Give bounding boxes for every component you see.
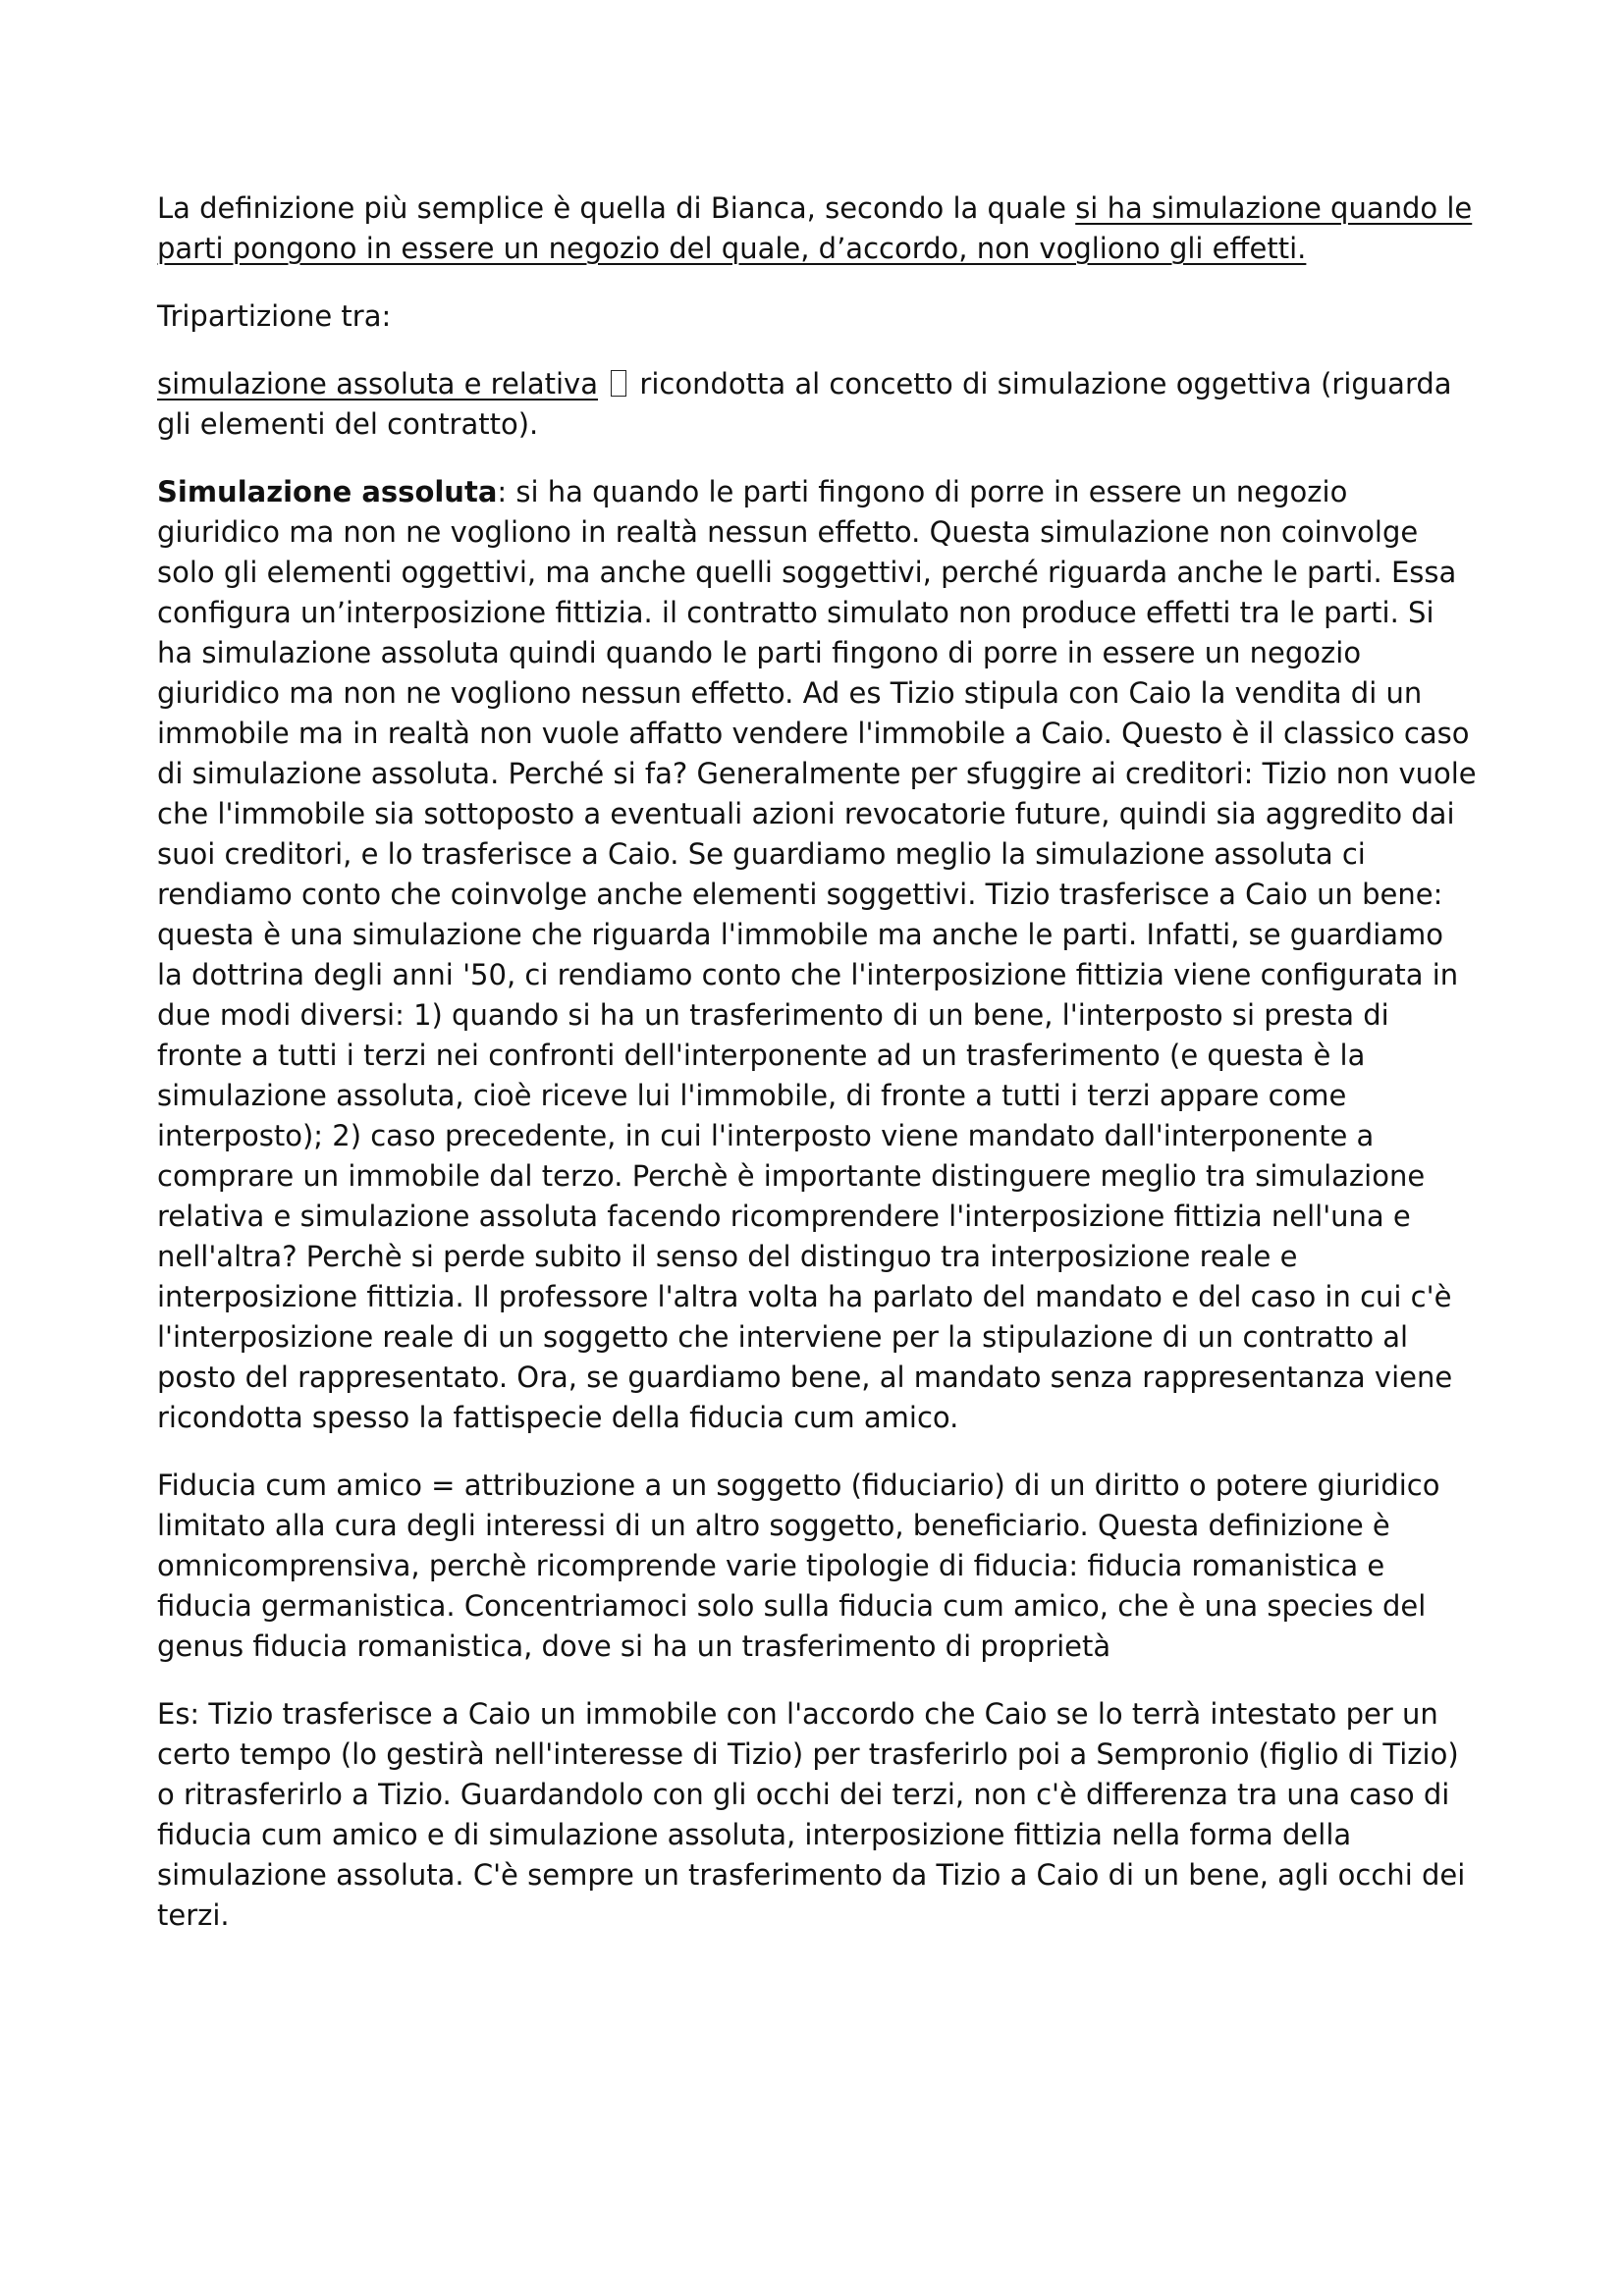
intro-definition: si ha simulazione quando le parti pongono in essere un negozio del quale, d’accordo, non vogliono gli effetti.	[157, 191, 1473, 265]
intro-lead: La definizione più semplice è quella di Bianca, secondo la quale	[157, 191, 1076, 225]
simulazione-assoluta-heading: Simulazione assoluta	[157, 475, 498, 508]
tripartizione-paragraph: Tripartizione tra:	[157, 299, 392, 333]
arrow-box-icon	[611, 370, 626, 397]
fiducia-paragraph: Fiducia cum amico = attribuzione a un soggetto (fiduciario) di un diritto o potere giuridico limitato alla cura degli interessi di un altro soggetto, beneficiario. Questa definizione è omnicomprensiva, perchè ricomprende varie tipologie di fiducia: fiducia romanistica e fiducia germanistica. Concentriamoci solo sulla fiducia cum amico, che è una species del genus fiducia romanistica, dove si ha un trasferimento di proprietà	[157, 1468, 1440, 1663]
simulazione-assoluta-paragraph	[157, 472, 1478, 1438]
simulazione-types-paragraph	[157, 364, 1478, 445]
simulazione-types-rest: ricondotta al concetto di simulazione oggettiva (riguarda gli elementi del contratto).	[157, 367, 1452, 441]
simulazione-assoluta-text: : si ha quando le parti fingono di porre in essere un negozio giuridico ma non ne vogliono in realtà nessun effetto. Questa simulazione non coinvolge solo gli elementi oggettivi, ma anche quelli soggettivi, perché riguarda anche le parti. Essa configura un’interposizione fittizia. il contratto simulato non produce effetti tra le parti. Si ha simulazione assoluta quindi quando le parti fingono di porre in essere un negozio giuridico ma non ne vogliono nessun effetto. Ad es Tizio stipula con Caio la vendita di un immobile ma in realtà non vuole affatto vendere l'immobile a Caio. Questo è il classico caso di simulazione assoluta. Perché si fa? Generalmente per sfuggire ai creditori: Tizio non vuole che l'immobile sia sottoposto a eventuali azioni revocatorie future, quindi sia aggredito dai suoi creditori, e lo trasferisce a Caio. Se guardiamo meglio la simulazione assoluta ci rendiamo conto che coinvolge anche elementi soggettivi. Tizio trasferisce a Caio un bene: questa è una simulazione che riguarda l'immobile ma anche le parti. Infatti, se guardiamo la dottrina degli anni '50, ci rendiamo conto che l'interposizione fittizia viene configurata in due modi diversi: 1) quando si ha un trasferimento di un bene, l'interposto si presta di fronte a tutti i terzi nei confronti dell'interponente ad un trasferimento (e questa è la simulazione assoluta, cioè riceve lui l'immobile, di fronte a tutti i terzi appare come interposto); 2) caso precedente, in cui l'interposto viene mandato dall'interponente a comprare un immobile dal terzo. Perchè è importante distinguere meglio tra simulazione relativa e simulazione assoluta facendo ricomprendere l'interposizione fittizia nell'una e nell'altra? Perchè si perde subito il senso del distinguo tra interposizione reale e interposizione fittizia. Il professore l'altra volta ha parlato del mandato e del caso in cui c'è l'interposizione reale di un soggetto che interviene per la stipulazione di un contratto al posto del rappresentato. Ora, se guardiamo bene, al mandato senza rappresentanza viene ricondotta spesso la fattispecie della fiducia cum amico.	[157, 475, 1477, 1434]
document-page	[157, 188, 1478, 1963]
esempio-paragraph: Es: Tizio trasferisce a Caio un immobile con l'accordo che Caio se lo terrà intestato per un certo tempo (lo gestirà nell'interesse di Tizio) per trasferirlo poi a Sempronio (figlio di Tizio) o ritrasferirlo a Tizio. Guardandolo con gli occhi dei terzi, non c'è differenza tra una caso di fiducia cum amico e di simulazione assoluta, interposizione fittizia nella forma della simulazione assoluta. C'è sempre un trasferimento da Tizio a Caio di un bene, agli occhi dei terzi.	[157, 1697, 1466, 1932]
simulazione-types-heading: simulazione assoluta e relativa	[157, 367, 598, 400]
intro-paragraph	[157, 188, 1478, 269]
